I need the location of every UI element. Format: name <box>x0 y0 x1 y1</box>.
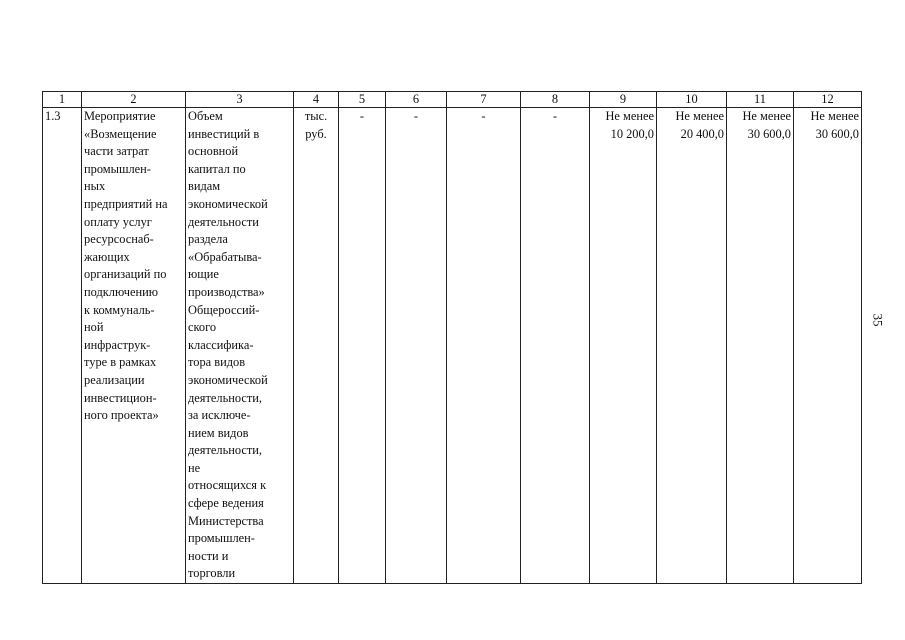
header-cell-11: 11 <box>727 92 794 108</box>
cell-text-line: реализации <box>84 372 145 387</box>
cell-text-line: «Обрабатыва- <box>188 249 262 264</box>
cell-col-11 <box>727 108 794 584</box>
header-cell-3: 3 <box>186 92 294 108</box>
cell-text-line: Не менее <box>675 109 724 123</box>
cell-text-line: ности и <box>188 548 229 563</box>
cell-text-line: за исключе- <box>188 408 251 423</box>
cell-text-line: ского <box>188 320 217 335</box>
cell-text-line: торговли <box>188 566 236 581</box>
cell-text-line: Не менее <box>810 109 859 123</box>
cell-text-line: нием видов <box>188 425 249 440</box>
cell-col-10 <box>657 108 727 584</box>
cell-text-line: тыс. <box>304 109 328 123</box>
cell-col-7 <box>447 108 521 584</box>
cell-col-5 <box>339 108 386 584</box>
cell-text-line: экономической <box>188 372 268 387</box>
cell-text-line: Министерства <box>188 513 264 528</box>
cell-text-line: ресурсоснаб- <box>84 232 154 247</box>
cell-measure-name <box>82 108 186 584</box>
cell-text-line: туре в рамках <box>84 355 157 370</box>
header-cell-6: 6 <box>386 92 447 108</box>
cell-text-line: раздела <box>188 232 228 247</box>
cell-unit <box>294 108 339 584</box>
cell-text-line: экономической <box>188 196 268 211</box>
cell-text-line: инвестицион- <box>84 390 157 405</box>
cell-text-line: тора видов <box>188 355 246 370</box>
indicators-table <box>42 91 862 584</box>
cell-text-line: не <box>188 460 201 475</box>
cell-text-line: жающих <box>84 249 130 264</box>
cell-text-line: классифика- <box>188 337 254 352</box>
header-cell-4: 4 <box>294 92 339 108</box>
cell-text-line: относящихся к <box>188 478 267 493</box>
cell-text-line: 10 200,0 <box>610 126 654 141</box>
cell-text-line: ного проекта» <box>84 408 159 423</box>
cell-text-line: 30 600,0 <box>747 126 791 141</box>
cell-col-8 <box>521 108 590 584</box>
cell-text-line: инфраструк- <box>84 337 151 352</box>
cell-text-line: Не менее <box>742 109 791 123</box>
cell-text-line: сфере ведения <box>188 496 264 511</box>
header-cell-12: 12 <box>794 92 862 108</box>
cell-text-line: Общероссий- <box>188 302 260 317</box>
cell-text-line: 30 600,0 <box>815 126 859 141</box>
table-header-row <box>43 92 862 108</box>
cell-text-line: части затрат <box>84 144 149 159</box>
cell-text-line: инвестиций в <box>188 126 260 141</box>
header-cell-1: 1 <box>43 92 82 108</box>
cell-text-line: основной <box>188 144 239 159</box>
header-cell-8: 8 <box>521 92 590 108</box>
cell-text-line: - <box>413 109 419 123</box>
cell-text-line: ных <box>84 179 106 194</box>
cell-text-line: предприятий на <box>84 196 168 211</box>
cell-indicator-name <box>186 108 294 584</box>
cell-text-line: Мероприятие <box>84 109 156 123</box>
cell-text-line: Объем <box>188 109 223 123</box>
cell-text-line: производства» <box>188 284 265 299</box>
header-cell-2: 2 <box>82 92 186 108</box>
page-number: 35 <box>870 313 886 327</box>
cell-text-line: 1.3 <box>45 109 61 123</box>
cell-text-line: - <box>359 109 365 123</box>
cell-text-line: деятельности, <box>188 443 263 458</box>
cell-col-12 <box>794 108 862 584</box>
header-cell-7: 7 <box>447 92 521 108</box>
cell-text-line: - <box>552 109 558 123</box>
table-row <box>43 108 862 584</box>
cell-text-line: 20 400,0 <box>680 126 724 141</box>
cell-number <box>43 108 82 584</box>
cell-col-9 <box>590 108 657 584</box>
cell-text-line: ющие <box>188 267 219 282</box>
cell-text-line: организаций по <box>84 267 167 282</box>
cell-text-line: к коммуналь- <box>84 302 155 317</box>
header-cell-9: 9 <box>590 92 657 108</box>
cell-col-6 <box>386 108 447 584</box>
cell-text-line: промышлен- <box>84 161 151 176</box>
cell-text-line: руб. <box>305 126 327 141</box>
cell-text-line: деятельности <box>188 214 259 229</box>
cell-text-line: капитал по <box>188 161 246 176</box>
header-cell-5: 5 <box>339 92 386 108</box>
header-cell-10: 10 <box>657 92 727 108</box>
cell-text-line: «Возмещение <box>84 126 157 141</box>
cell-text-line: подключению <box>84 284 159 299</box>
cell-text-line: ной <box>84 320 104 335</box>
cell-text-line: деятельности, <box>188 390 263 405</box>
cell-text-line: Не менее <box>605 109 654 123</box>
cell-text-line: промышлен- <box>188 531 255 546</box>
cell-text-line: оплату услуг <box>84 214 152 229</box>
cell-text-line: видам <box>188 179 221 194</box>
cell-text-line: - <box>481 109 486 123</box>
